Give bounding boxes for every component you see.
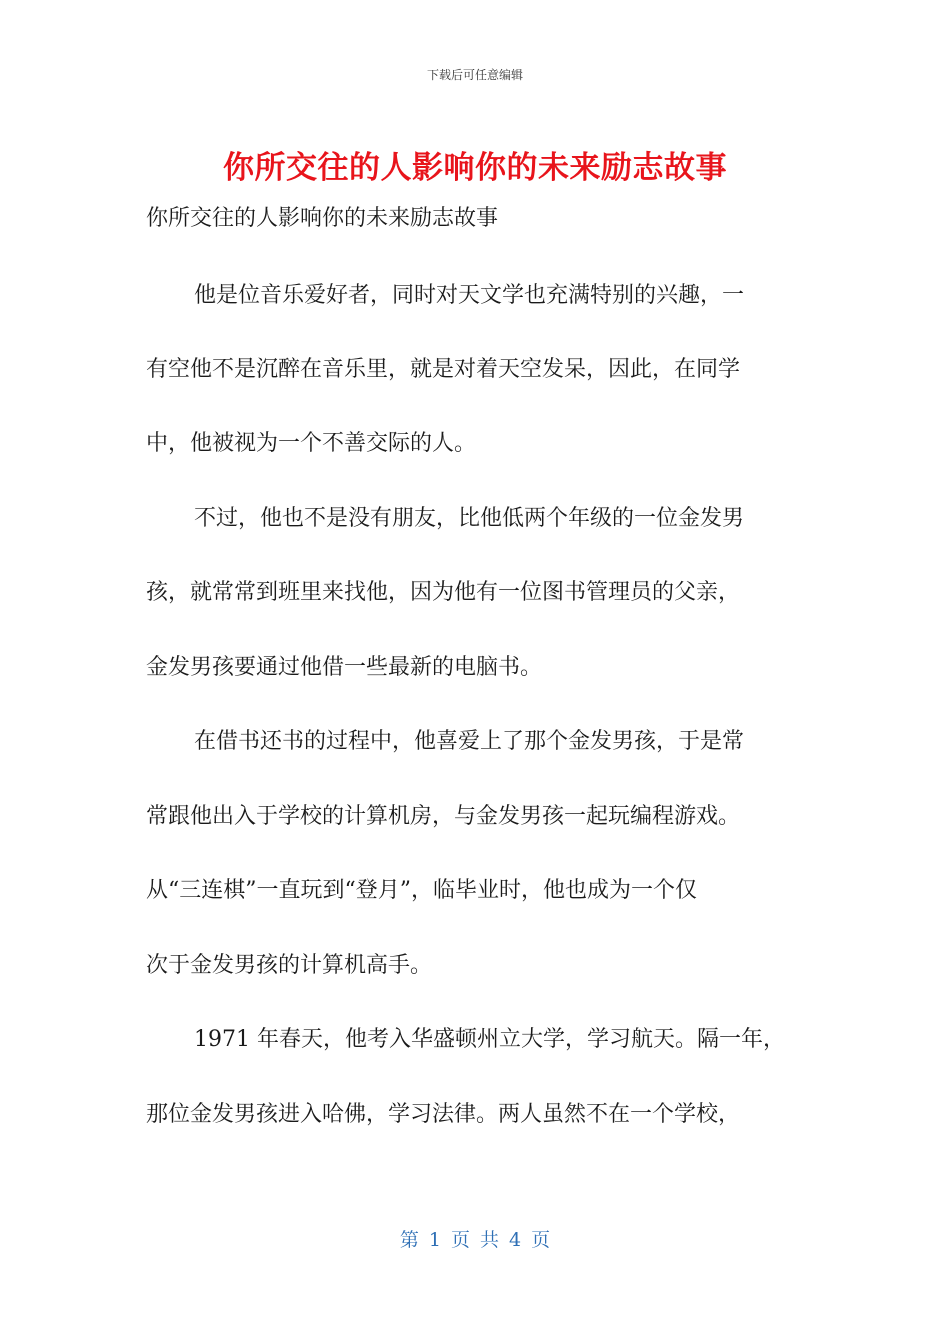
document-title: 你所交往的人影响你的未来励志故事 — [223, 150, 727, 186]
paragraph-line: 次于金发男孩的计算机高手。 — [146, 953, 433, 978]
header-note: 下载后可任意编辑 — [426, 68, 523, 82]
paragraph-line: 1971 年春天，他考入华盛顿州立大学，学习航天。隔一年， — [194, 1027, 785, 1052]
paragraph-line: 有空他不是沉醉在音乐里，就是对着天空发呆，因此，在同学 — [146, 357, 741, 382]
page-number: 第 1 页 共 4 页 — [399, 1229, 551, 1251]
paragraph-line: 孩，就常常到班里来找他，因为他有一位图书管理员的父亲， — [146, 580, 741, 605]
paragraph-line: 他是位音乐爱好者，同时对天文学也充满特别的兴趣，一 — [194, 283, 745, 308]
paragraph-line: 中，他被视为一个不善交际的人。 — [146, 431, 477, 456]
document-subtitle: 你所交往的人影响你的未来励志故事 — [146, 206, 499, 231]
paragraph-line: 不过，他也不是没有朋友，比他低两个年级的一位金发男 — [194, 506, 745, 531]
paragraph-line: 在借书还书的过程中，他喜爱上了那个金发男孩，于是常 — [194, 729, 745, 754]
paragraph-line: 常跟他出入于学校的计算机房，与金发男孩一起玩编程游戏。 — [146, 804, 741, 829]
paragraph-line: 那位金发男孩进入哈佛，学习法律。两人虽然不在一个学校， — [146, 1102, 741, 1127]
paragraph-line: 金发男孩要通过他借一些最新的电脑书。 — [146, 655, 543, 680]
paragraph-line: 从“三连棋”一直玩到“登月”，临毕业时，他也成为一个仅 — [146, 878, 697, 903]
